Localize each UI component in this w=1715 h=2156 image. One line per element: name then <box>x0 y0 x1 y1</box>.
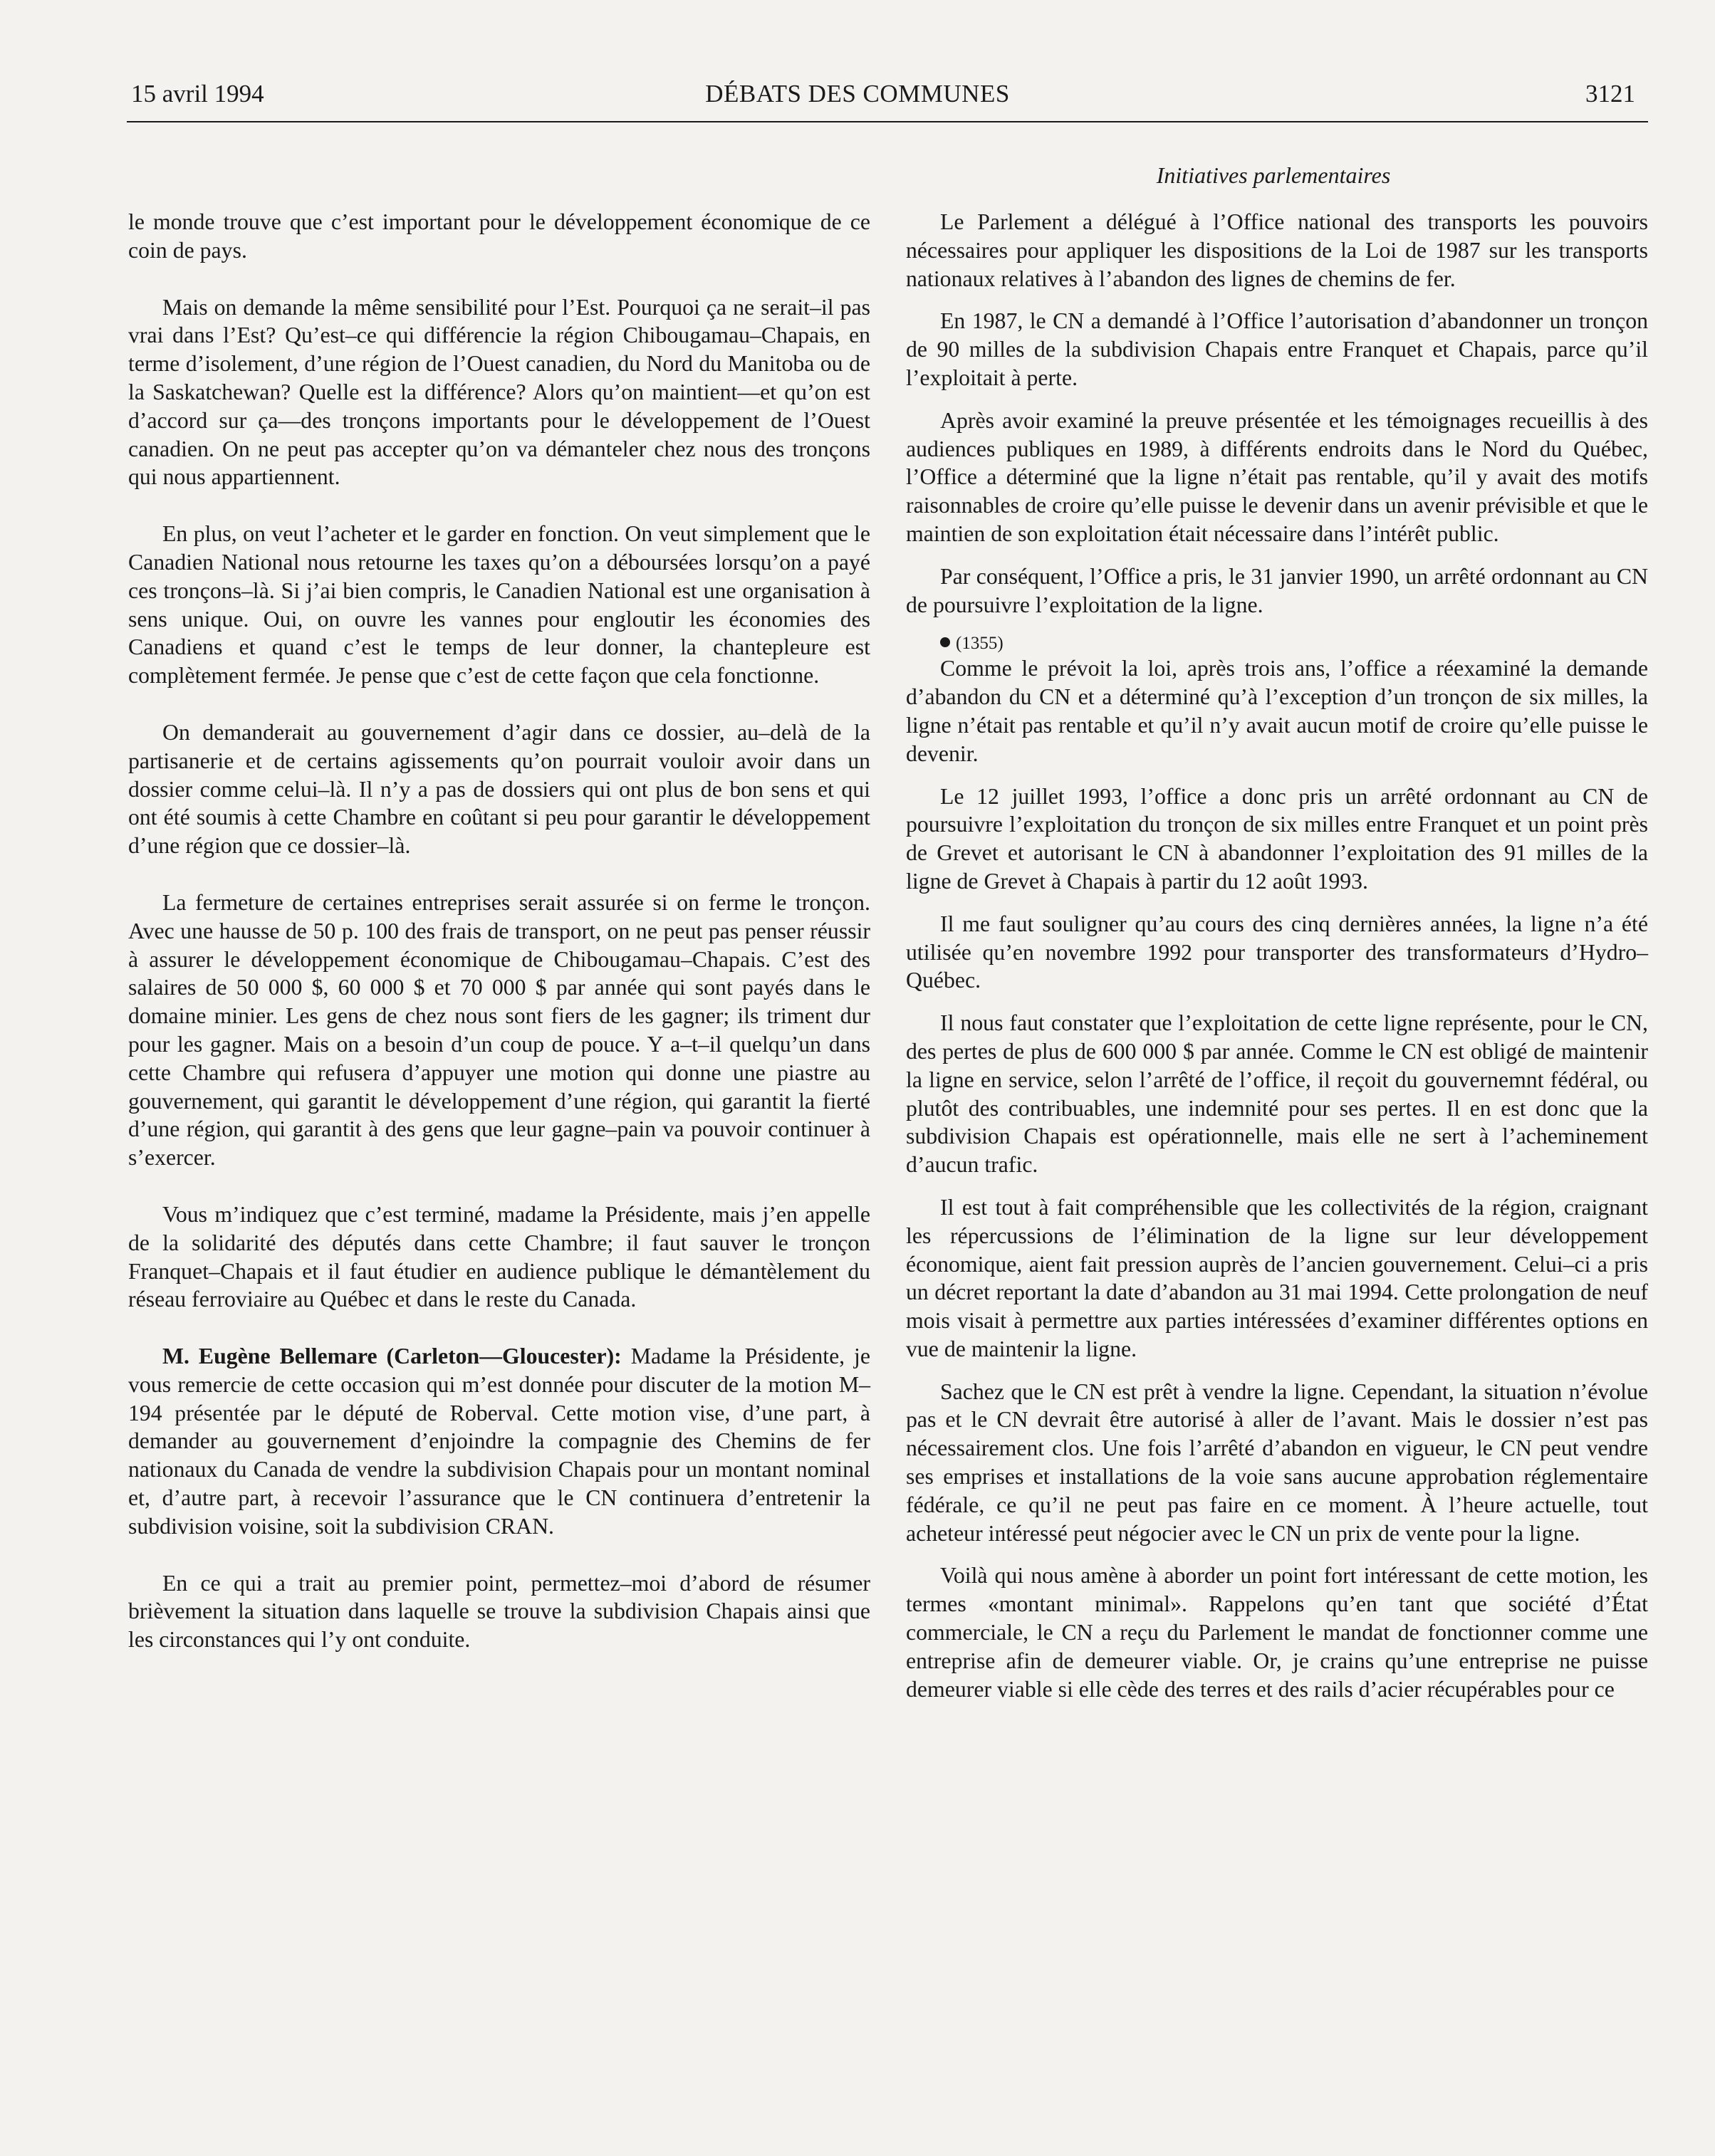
paragraph: Il nous faut constater que l’exploitation de cette ligne représente, pour le CN, des pertes de plus de 600 000 $ par année. Comme le CN est obligé de maintenir la ligne en service, selon l’arrêté de l’office, il reçoit du gouvernemnt fédéral, ou plutôt des contribuables, une indemnité pour ses pertes. Il en est donc que la subdivision Chapais est opérationnelle, mais elle ne sert à l’acheminement d’aucun trafic. <box>906 1010 1648 1178</box>
right-column <box>906 208 1648 1703</box>
paragraph: Après avoir examiné la preuve présentée et les témoignages recueillis à des audiences publiques en 1989, à différents endroits dans le Nord du Québec, l’Office a déterminé que la ligne n’était pas rentable, qu’il y avait des motifs raisonnables de croire qu’elle puisse le devenir dans un avenir prévisible et que le maintien de son exploitation était nécessaire dans l’intérêt public. <box>906 407 1648 546</box>
bullet-icon <box>940 637 950 647</box>
header-rule <box>127 121 1648 122</box>
paragraph: Mais on demande la même sensibilité pour l’Est. Pourquoi ça ne serait–il pas vrai dans l’Est? Qu’est–ce qui différencie la région Chibougamau–Chapais, en terme d’isolement, d’une région de l’Ouest canadien, du Nord du Manitoba ou de la Saskatchewan? Quelle est la différence? Alors qu’on maintient—et qu’on est d’accord sur ça—des tronçons importants pour le développement de l’Ouest canadien. On ne peut pas accepter qu’on va démanteler chez nous des tronçons qui nous appartiennent. <box>128 294 870 490</box>
paragraph: Voilà qui nous amène à aborder un point fort intéressant de cette motion, les termes «montant minimal». Rappelons qu’en tant que société d’État commerciale, le CN a reçu du Parlement le mandat de fonctionner comme une entreprise afin de demeurer viable. Or, je crains qu’une entreprise ne puisse demeurer viable si elle cède des terres et des rails d’acier récupérables pour ce <box>906 1563 1648 1702</box>
paragraph: En plus, on veut l’acheter et le garder en fonction. On veut simplement que le Canadien National nous retourne les taxes qu’on a déboursées lorsqu’on a payé ces tronçons–là. Si j’ai bien compris, le Canadien National est une organisation à sens unique. Oui, on ouvre les vannes pour engloutir les économies des Canadiens et quand c’est le temps de leur donner, la chantepleure est complètement fermée. Je pense que c’est de cette façon que cela fonctionne. <box>128 521 870 689</box>
speech-paragraph <box>128 1342 870 1541</box>
paragraph: Le 12 juillet 1993, l’office a donc pris un arrêté ordonnant au CN de poursuivre l’exploitation du tronçon de six milles entre Franquet et un point près de Grevet et autorisant le CN à abandonner l’exploitation des 91 milles de la ligne de Grevet à Chapais à partir du 12 août 1993. <box>906 783 1648 894</box>
paragraph: On demanderait au gouvernement d’agir dans ce dossier, au–delà de la partisanerie et de certains agissements qu’on pourrait vouloir avoir dans un dossier comme celui–là. Il n’y a pas de dossiers qui ont plus de bon sens et qui ont été soumis à cette Chambre en coûtant si peu pour garantir le développement d’une région que ce dossier–là. <box>128 719 870 859</box>
paragraph: La fermeture de certaines entreprises serait assurée si on ferme le tronçon. Avec une hausse de 50 p. 100 des frais de transport, on ne peut pas penser réussir à assurer le développement économique de Chibougamau–Chapais. C’est des salaires de 50 000 $, 60 000 $ et 70 000 $ par année qui sont payés dans le domaine minier. Les gens de chez nous sont fiers de les gagner; ils triment dur pour les gagner. Mais on a besoin d’un coup de pouce. Y a–t–il quelqu’un dans cette Chambre qui refusera d’appuyer une motion qui donne une piastre au gouvernement, qui garantit le développement d’une région, qui garantit la fierté d’une région, qui garantit à des gens que leur gagne–pain va pouvoir continuer à s’exercer. <box>128 889 870 1171</box>
running-header-date: 15 avril 1994 <box>131 80 264 108</box>
timestamp <box>906 633 1648 654</box>
page-number: 3121 <box>1585 80 1635 108</box>
paragraph: Vous m’indiquez que c’est terminé, madame la Présidente, mais j’en appelle de la solidarité des députés dans cette Chambre; il faut sauver le tronçon Franquet–Chapais et il faut étudier en audience publique le démantèlement du réseau ferroviaire au Québec et dans le reste du Canada. <box>128 1201 870 1312</box>
paragraph: En 1987, le CN a demandé à l’Office l’autorisation d’abandonner un tronçon de 90 milles de la subdivision Chapais entre Franquet et Chapais, parce qu’il l’exploitait à perte. <box>906 308 1648 390</box>
section-title: Initiatives parlementaires <box>1156 162 1391 188</box>
paragraph: Par conséquent, l’Office a pris, le 31 janvier 1990, un arrêté ordonnant au CN de poursuivre l’exploitation de la ligne. <box>906 563 1648 617</box>
speaker-name: M. Eugène Bellemare (Carleton—Gloucester): <box>162 1344 622 1369</box>
paragraph: Le Parlement a délégué à l’Office national des transports les pouvoirs nécessaires pour appliquer les dispositions de la Loi de 1987 sur les transports nationaux relatives à l’abandon des lignes de chemins de fer. <box>906 209 1648 291</box>
paragraph: le monde trouve que c’est important pour le développement économique de ce coin de pays. <box>128 209 870 263</box>
paragraph: Sachez que le CN est prêt à vendre la ligne. Cependant, la situation n’évolue pas et le CN devrait être autorisé à aller de l’avant. Mais le dossier n’est pas nécessairement clos. Une fois l’arrêté d’abandon en vigueur, le CN peut vendre ses emprises et installations de la voie sans aucune approbation réglementaire fédérale, ce qu’il ne peut pas faire en ce moment. À l’heure actuelle, tout acheteur intéressé peut négocier avec le CN un prix de vente pour la ligne. <box>906 1378 1648 1546</box>
running-header-title: DÉBATS DES COMMUNES <box>705 80 1010 108</box>
paragraph: En ce qui a trait au premier point, permettez–moi d’abord de résumer brièvement la situation dans laquelle se trouve la subdivision Chapais ainsi que les circonstances qui l’y ont conduite. <box>128 1570 870 1653</box>
speech-text: Madame la Présidente, je vous remercie de cette occasion qui m’est donnée pour discuter de la motion M–194 présentée par le député de Roberval. Cette motion vise, d’une part, à demander au gouvernement d’enjoindre la compagnie des Chemins de fer nationaux du Canada de vendre la subdivision Chapais pour un montant nominal et, d’autre part, à recevoir l’assurance que le CN continuera d’entretenir la subdivision voisine, soit la subdivision CRAN. <box>128 1344 870 1539</box>
paragraph: Il est tout à fait compréhensible que les collectivités de la région, craignant les répercussions de l’élimination de la ligne sur leur développement économique, aient fait pression auprès de l’ancien gouvernement. Celui–ci a pris un décret reportant la date d’abandon au 31 mai 1994. Cette prolongation de neuf mois visait à permettre aux parties intéressées d’examiner différentes options en vue de maintenir la ligne. <box>906 1194 1648 1361</box>
timestamp-text: (1355) <box>956 634 1004 654</box>
paragraph: Comme le prévoit la loi, après trois ans, l’office a réexaminé la demande d’abandon du CN et a déterminé qu’à l’exception d’un tronçon de six milles, la ligne n’était pas rentable et qu’il n’y avait aucun motif de croire qu’elle puisse le devenir. <box>906 656 1648 766</box>
paragraph: Il me faut souligner qu’au cours des cinq dernières années, la ligne n’a été utilisée qu’en novembre 1992 pour transporter des transformateurs d’Hydro–Québec. <box>906 911 1648 993</box>
left-column <box>128 208 870 1654</box>
